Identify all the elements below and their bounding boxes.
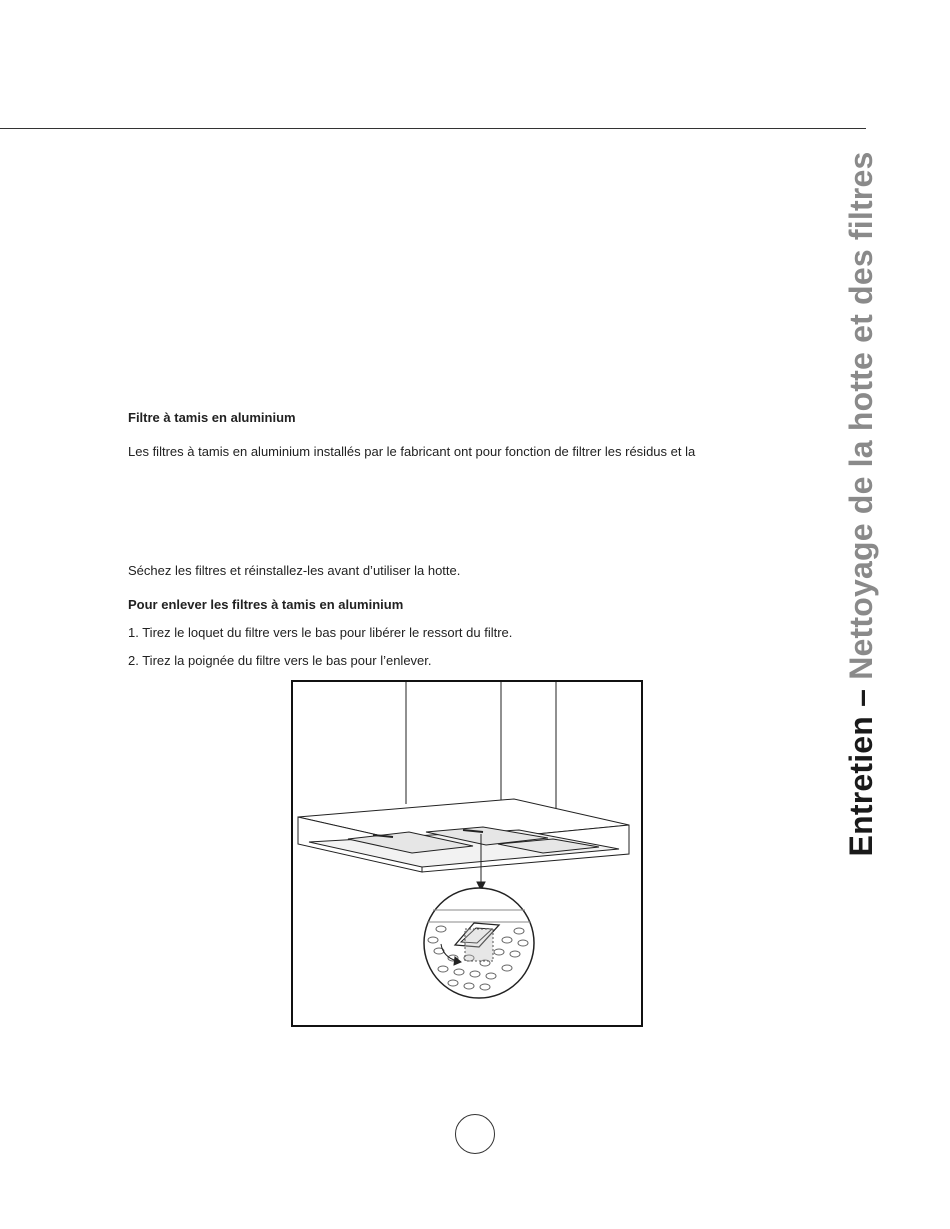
- removal-step-1: 1. Tirez le loquet du filtre vers le bas pour libérer le ressort du filtre.: [128, 625, 513, 640]
- header-rule: [0, 128, 866, 129]
- side-title-dark-part: Entretien –: [843, 688, 879, 857]
- range-hood-drawing: [293, 682, 641, 1025]
- filter-heading: Filtre à tamis en aluminium: [128, 410, 296, 425]
- latch-shaded-area: [465, 929, 493, 961]
- removal-step-2: 2. Tirez la poignée du filtre vers le bas pour l’enlever.: [128, 653, 432, 668]
- side-title-light-part: Nettoyage de la hotte et des filtres: [843, 151, 879, 680]
- dry-filters-note: Séchez les filtres et réinstallez-les avant d’utiliser la hotte.: [128, 563, 461, 578]
- page-number-circle: [455, 1114, 495, 1154]
- removal-heading: Pour enlever les filtres à tamis en aluminium: [128, 597, 404, 612]
- filter-intro-text: Les filtres à tamis en aluminium installés par le fabricant ont pour fonction de filtrer les résidus et la: [128, 444, 696, 459]
- range-hood-filter-illustration: [291, 680, 643, 1027]
